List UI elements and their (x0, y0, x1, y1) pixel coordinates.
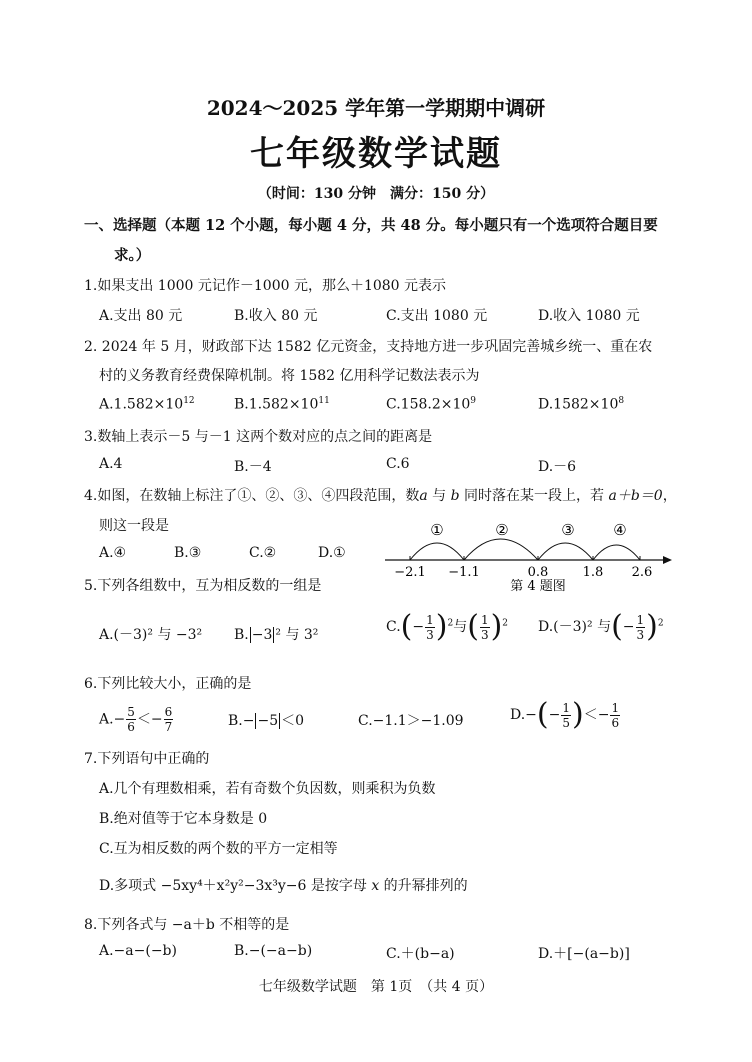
q4-option-b: B.③ (174, 545, 202, 561)
q7-option-a: A.几个有理数相乘，若有奇数个负因数，则乘积为负数 (99, 781, 436, 797)
q3-option-d: D.－6 (538, 459, 577, 475)
q6-option-c: C.−1.1＞−1.09 (358, 713, 464, 729)
tick-label: −1.1 (448, 565, 480, 580)
q8-stem: 8.下列各式与 −a＋b 不相等的是 (84, 917, 290, 933)
q3-option-a: A.4 (99, 456, 123, 472)
q8-option-c: C.＋(b−a) (386, 946, 455, 962)
q2-option-b: $B.1.582\times 10^{11}$ (234, 396, 330, 413)
q7-option-b: B.绝对值等于它本身数是 0 (99, 811, 268, 827)
segment-label: ④ (613, 521, 627, 539)
q5-option-b: B. −3 ² 与 3² (234, 627, 319, 643)
segment-arc-4 (593, 545, 640, 560)
exam-title: 七年级数学试题 (250, 134, 502, 174)
q7-option-d: D.多项式 −5xy⁴＋x²y²−3x³y−6 是按字母 x 的升幂排列的 (99, 878, 468, 894)
q4-option-a: A.④ (99, 545, 127, 561)
q6-option-b: B.− −5 ＜0 (228, 713, 305, 729)
q1-option-a: A.支出 80 元 (99, 308, 183, 324)
q3-stem: 3.数轴上表示－5 与－1 这两个数对应的点之间的距离是 (84, 429, 433, 445)
segment-arc-2 (464, 539, 538, 560)
segment-arc-3 (538, 543, 593, 560)
q1-option-c: C.支出 1080 元 (386, 308, 488, 324)
segment-label: ① (430, 521, 444, 539)
figure-caption: 第 4 题图 (510, 579, 566, 594)
segment-label: ③ (561, 521, 575, 539)
page-footer: 七年级数学试题 第 1页 （共 4 页） (258, 979, 494, 995)
q6-option-a: A.− $\frac{5}{6}$ ＜− $\frac{6}{7}$ (99, 705, 173, 734)
section-title-cont: 求。） (114, 247, 151, 264)
exam-term-title: 2024～2025 学年第一学期期中调研 (206, 96, 546, 120)
tick-label: −2.1 (394, 565, 426, 580)
q5-option-d: D.(－3)² 与(− $\frac{1}{3}$ )$^2$ (538, 609, 664, 644)
q4-option-c: C.② (249, 545, 277, 561)
q8-option-b: B.−(−a−b) (234, 943, 313, 959)
q2-option-d: $D.1582\times 10^8$ (538, 396, 625, 413)
segment-arc-1 (410, 543, 464, 560)
q4-stem: 4.如图，在数轴上标注了①、②、③、④四段范围，数a 与 b 同时落在某一段上，若 a＋b＝0， (84, 488, 677, 504)
tick-label: 1.8 (582, 565, 604, 580)
q4-option-d: D.① (318, 545, 346, 561)
number-line-arrow (663, 556, 672, 564)
q3-option-b: B.－4 (234, 459, 272, 475)
q5-stem: 5.下列各组数中，互为相反数的一组是 (84, 578, 322, 594)
segment-label: ② (495, 521, 509, 539)
q1-stem: 1.如果支出 1000 元记作－1000 元，那么＋1080 元表示 (84, 278, 447, 294)
section-title: 一、选择题（本题 12 个小题，每小题 4 分，共 48 分。每小题只有一个选项符合题目要 (84, 217, 658, 234)
q5-option-a: A.(－3)² 与 −3² (99, 627, 203, 643)
q2-option-a: $A.1.582\times 10^{12}$ (99, 396, 195, 413)
q2-option-c: $C.158.2\times 10^9$ (386, 396, 477, 413)
number-line-figure (380, 512, 680, 594)
q1-option-b: B.收入 80 元 (234, 308, 318, 324)
q8-option-d: D.＋[−(a−b)] (538, 946, 630, 962)
q4-stem-cont: 则这一段是 (99, 518, 169, 534)
tick-label: 2.6 (631, 565, 653, 580)
tick-label: 0.8 (527, 565, 549, 580)
exam-time-score: （时间：130 分钟 满分：150 分） (257, 186, 495, 202)
q7-stem: 7.下列语句中正确的 (84, 751, 210, 767)
q8-option-a: A.−a−(−b) (99, 943, 177, 959)
q1-option-d: D.收入 1080 元 (538, 308, 640, 324)
q2-stem: 2. 2024 年 5 月，财政部下达 1582 亿元资金，支持地方进一步巩固完善城乡统一、重在农 (84, 339, 653, 355)
q2-stem-cont: 村的义务教育经费保障机制。将 1582 亿用科学记数法表示为 (99, 368, 480, 384)
q6-stem: 6.下列比较大小，正确的是 (84, 676, 252, 692)
q3-option-c: C.6 (386, 456, 410, 472)
q5-option-c: C.(− $\frac{1}{3}$ )$^2$与( $\frac{1}{3}$ )$^2$ (386, 609, 509, 644)
q7-option-c: C.互为相反数的两个数的平方一定相等 (99, 841, 338, 857)
q6-option-d: D.−(− $\frac{1}{5}$ )＜− $\frac{1}{6}$ (510, 697, 620, 732)
